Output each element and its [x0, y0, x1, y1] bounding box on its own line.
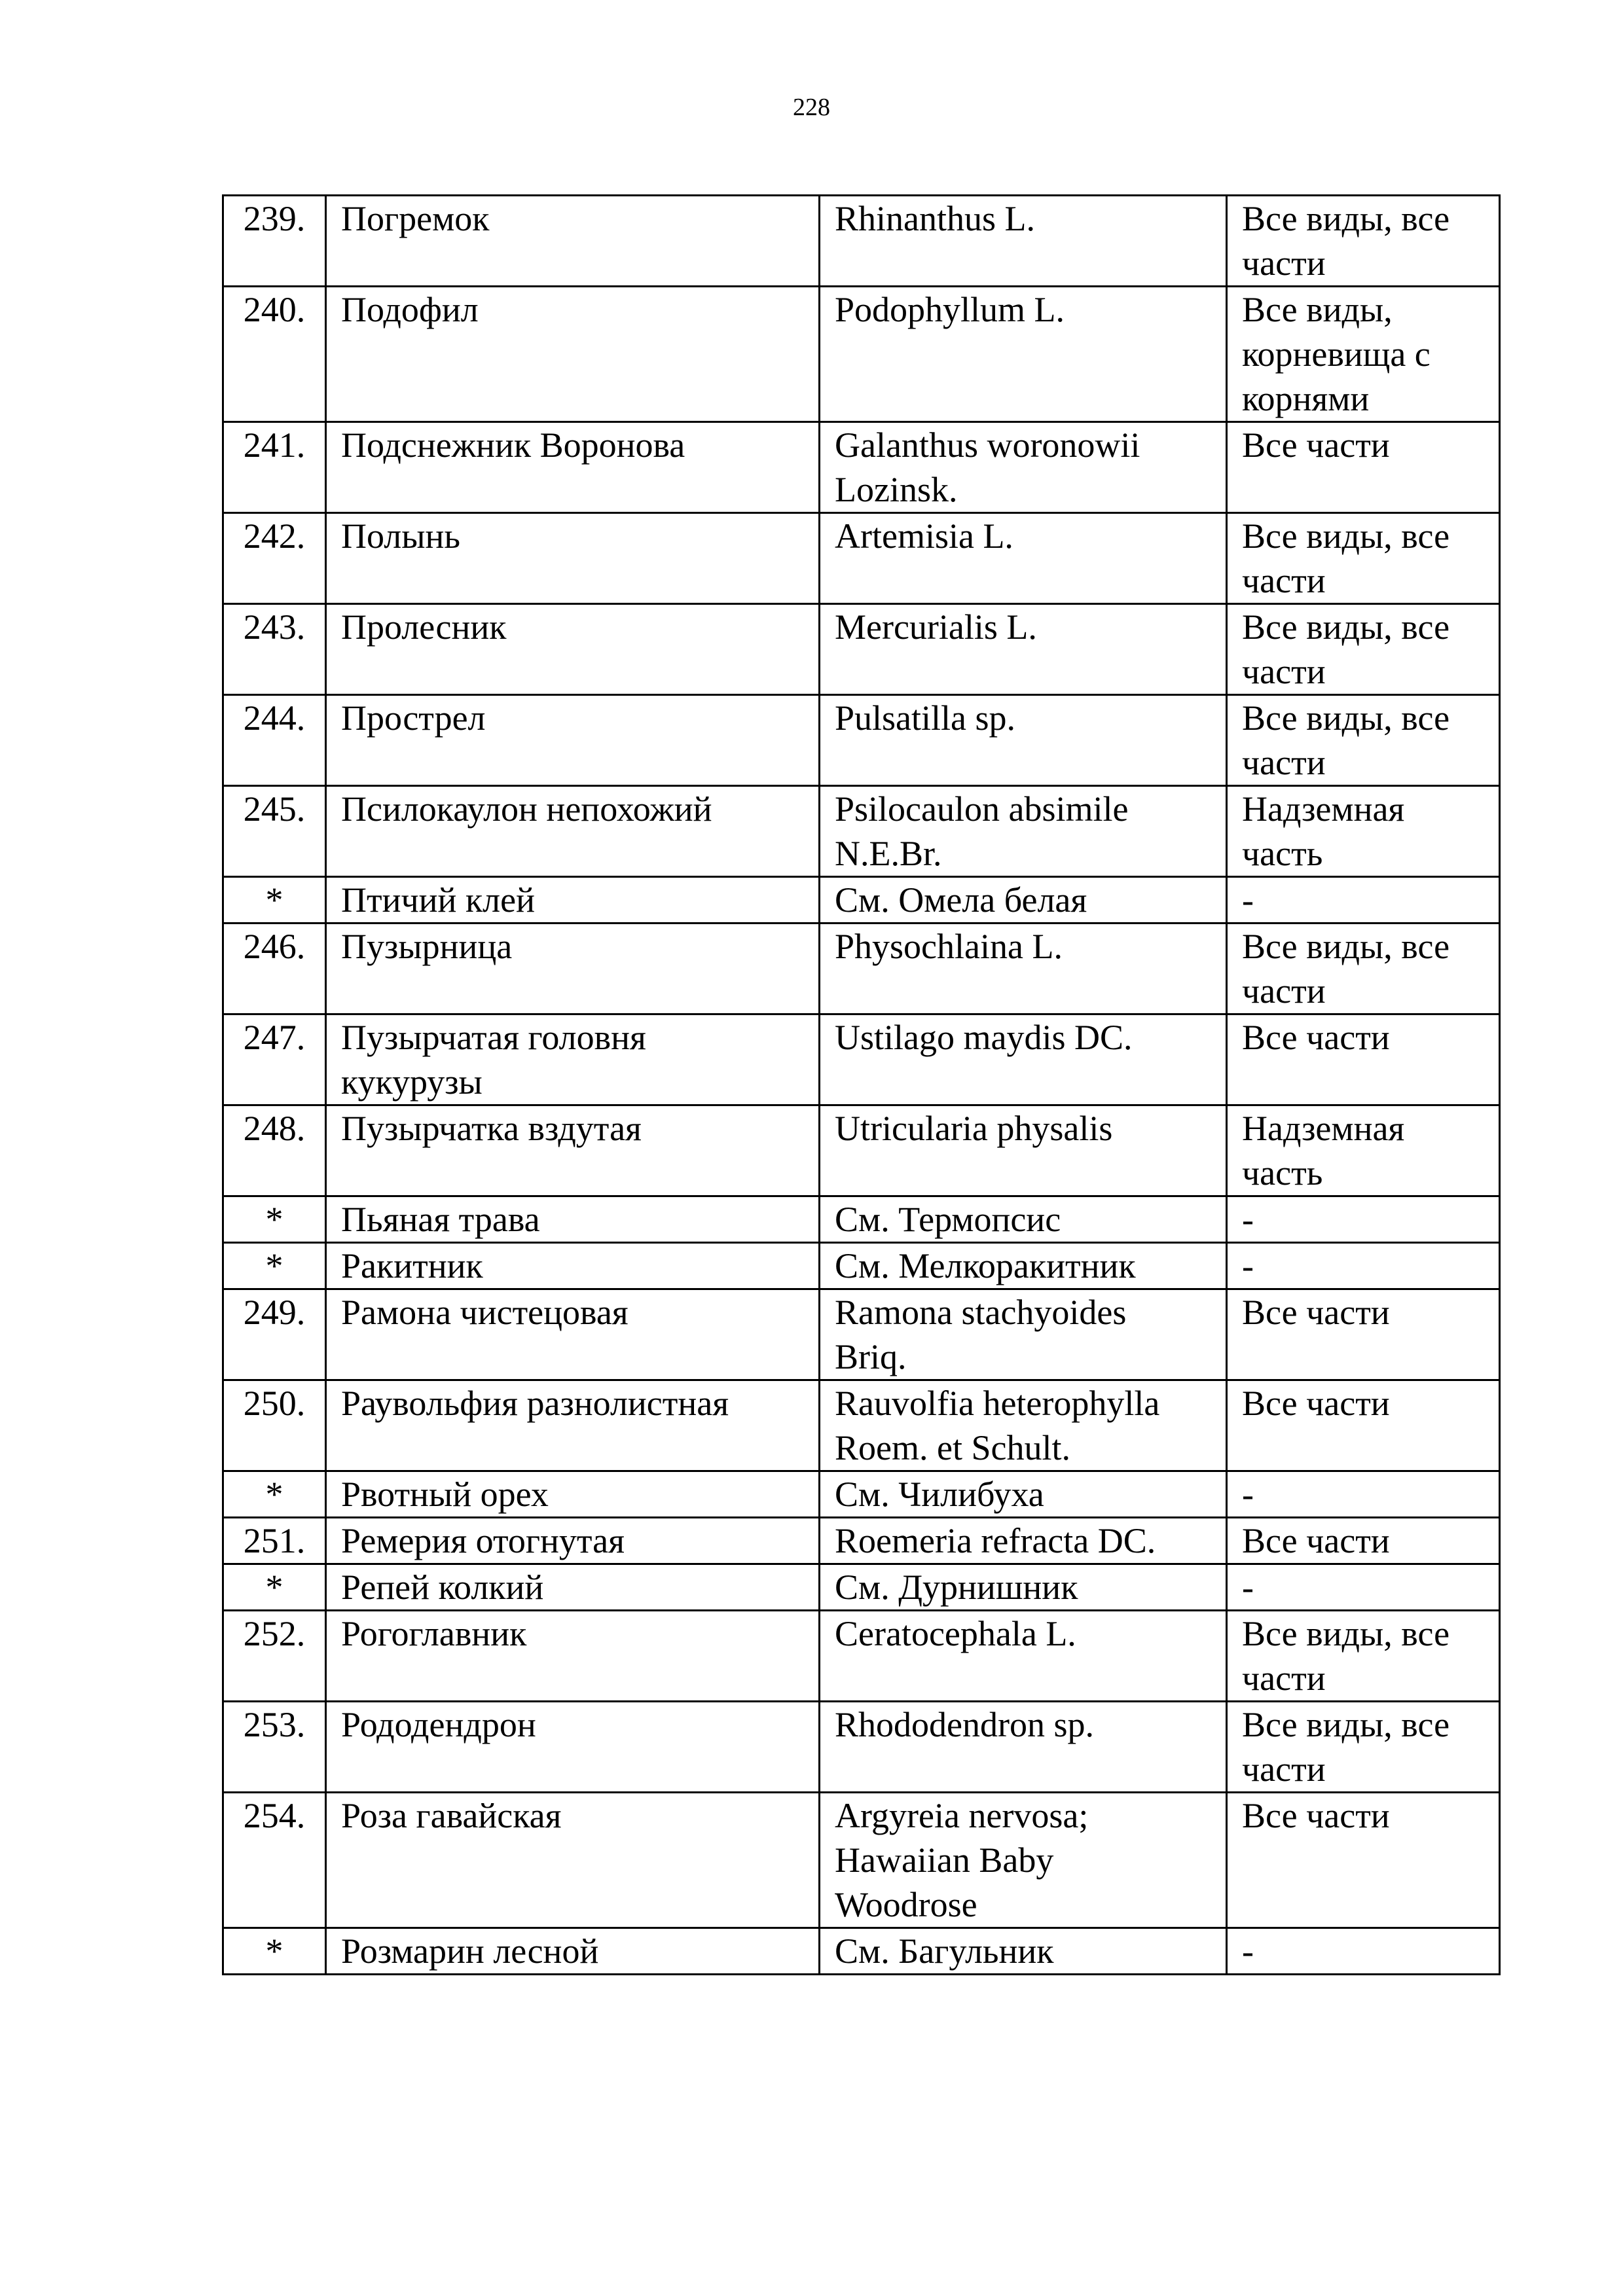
- toxic-parts-cell: Все виды, корневища с корнями: [1227, 287, 1500, 422]
- latin-name-cell: Roemeria refracta DC.: [820, 1518, 1227, 1564]
- row-number-cell: 242.: [223, 513, 326, 604]
- row-number-cell: 240.: [223, 287, 326, 422]
- toxic-parts-cell: Все части: [1227, 1380, 1500, 1471]
- toxic-parts-cell: Надземная часть: [1227, 786, 1500, 877]
- toxic-parts-cell: Все виды, все части: [1227, 1611, 1500, 1702]
- row-number-cell: 251.: [223, 1518, 326, 1564]
- table-row: [223, 1928, 1500, 1975]
- latin-name-cell: См. Термопсис: [820, 1196, 1227, 1243]
- row-number-cell: *: [223, 1471, 326, 1518]
- table-row: [223, 422, 1500, 513]
- row-number-cell: 241.: [223, 422, 326, 513]
- latin-name-cell: Physochlaina L.: [820, 924, 1227, 1014]
- row-number-cell: *: [223, 1196, 326, 1243]
- table-row: [223, 695, 1500, 786]
- latin-name-cell: Utricularia physalis: [820, 1105, 1227, 1196]
- latin-name-cell: Mercurialis L.: [820, 604, 1227, 695]
- table-row: [223, 1611, 1500, 1702]
- toxic-parts-cell: Все виды, все части: [1227, 604, 1500, 695]
- toxic-parts-cell: -: [1227, 1471, 1500, 1518]
- latin-name-cell: Rhinanthus L.: [820, 196, 1227, 287]
- toxic-parts-cell: Все виды, все части: [1227, 196, 1500, 287]
- toxic-parts-cell: Все виды, все части: [1227, 513, 1500, 604]
- table-row: [223, 1380, 1500, 1471]
- toxic-parts-cell: Все части: [1227, 1014, 1500, 1105]
- table-row: [223, 1702, 1500, 1793]
- row-number-cell: *: [223, 1243, 326, 1289]
- toxic-parts-cell: -: [1227, 1196, 1500, 1243]
- table-row: [223, 1014, 1500, 1105]
- table-row: [223, 1289, 1500, 1380]
- table-row: [223, 513, 1500, 604]
- russian-name-cell: Пузырница: [326, 924, 820, 1014]
- russian-name-cell: Ракитник: [326, 1243, 820, 1289]
- toxic-parts-cell: -: [1227, 1564, 1500, 1611]
- plant-table: [222, 194, 1501, 1975]
- russian-name-cell: Пузырчатая головня кукурузы: [326, 1014, 820, 1105]
- russian-name-cell: Роза гавайская: [326, 1793, 820, 1928]
- russian-name-cell: Пузырчатка вздутая: [326, 1105, 820, 1196]
- latin-name-cell: Rhododendron sp.: [820, 1702, 1227, 1793]
- russian-name-cell: Рододендрон: [326, 1702, 820, 1793]
- row-number-cell: 253.: [223, 1702, 326, 1793]
- russian-name-cell: Рогоглавник: [326, 1611, 820, 1702]
- table-row: [223, 1793, 1500, 1928]
- russian-name-cell: Псилокаулон непохожий: [326, 786, 820, 877]
- toxic-parts-cell: -: [1227, 1243, 1500, 1289]
- latin-name-cell: Ramona stachyoides Briq.: [820, 1289, 1227, 1380]
- latin-name-cell: Ustilago maydis DC.: [820, 1014, 1227, 1105]
- russian-name-cell: Прострел: [326, 695, 820, 786]
- row-number-cell: 249.: [223, 1289, 326, 1380]
- toxic-parts-cell: Все виды, все части: [1227, 695, 1500, 786]
- russian-name-cell: Раувольфия разнолистная: [326, 1380, 820, 1471]
- russian-name-cell: Погремок: [326, 196, 820, 287]
- toxic-parts-cell: -: [1227, 877, 1500, 924]
- toxic-parts-cell: Все виды, все части: [1227, 1702, 1500, 1793]
- row-number-cell: 246.: [223, 924, 326, 1014]
- russian-name-cell: Репей колкий: [326, 1564, 820, 1611]
- table-row: [223, 1105, 1500, 1196]
- row-number-cell: 244.: [223, 695, 326, 786]
- table-row: [223, 877, 1500, 924]
- russian-name-cell: Полынь: [326, 513, 820, 604]
- table-row: [223, 287, 1500, 422]
- toxic-parts-cell: Все виды, все части: [1227, 924, 1500, 1014]
- toxic-parts-cell: Надземная часть: [1227, 1105, 1500, 1196]
- row-number-cell: *: [223, 1564, 326, 1611]
- row-number-cell: 247.: [223, 1014, 326, 1105]
- table-row: [223, 196, 1500, 287]
- row-number-cell: 243.: [223, 604, 326, 695]
- latin-name-cell: См. Мелкоракитник: [820, 1243, 1227, 1289]
- row-number-cell: 252.: [223, 1611, 326, 1702]
- russian-name-cell: Рамона чистецовая: [326, 1289, 820, 1380]
- latin-name-cell: См. Багульник: [820, 1928, 1227, 1975]
- row-number-cell: *: [223, 1928, 326, 1975]
- toxic-parts-cell: Все части: [1227, 1793, 1500, 1928]
- latin-name-cell: Galanthus woronowii Lozinsk.: [820, 422, 1227, 513]
- russian-name-cell: Пьяная трава: [326, 1196, 820, 1243]
- latin-name-cell: Artemisia L.: [820, 513, 1227, 604]
- russian-name-cell: Подофил: [326, 287, 820, 422]
- table-row: [223, 1471, 1500, 1518]
- table-row: [223, 1196, 1500, 1243]
- table-row: [223, 786, 1500, 877]
- toxic-parts-cell: Все части: [1227, 422, 1500, 513]
- latin-name-cell: См. Чилибуха: [820, 1471, 1227, 1518]
- latin-name-cell: Argyreia nervosa; Hawaiian Baby Woodrose: [820, 1793, 1227, 1928]
- latin-name-cell: Psilocaulon absimile N.E.Br.: [820, 786, 1227, 877]
- toxic-parts-cell: -: [1227, 1928, 1500, 1975]
- toxic-parts-cell: Все части: [1227, 1518, 1500, 1564]
- latin-name-cell: См. Дурнишник: [820, 1564, 1227, 1611]
- table-row: [223, 1564, 1500, 1611]
- row-number-cell: 248.: [223, 1105, 326, 1196]
- latin-name-cell: См. Омела белая: [820, 877, 1227, 924]
- table-row: [223, 1518, 1500, 1564]
- page-number: 228: [793, 94, 830, 121]
- row-number-cell: 245.: [223, 786, 326, 877]
- latin-name-cell: Podophyllum L.: [820, 287, 1227, 422]
- russian-name-cell: Птичий клей: [326, 877, 820, 924]
- table-body: [223, 196, 1500, 1975]
- table-row: [223, 1243, 1500, 1289]
- row-number-cell: *: [223, 877, 326, 924]
- russian-name-cell: Розмарин лесной: [326, 1928, 820, 1975]
- russian-name-cell: Подснежник Воронова: [326, 422, 820, 513]
- toxic-parts-cell: Все части: [1227, 1289, 1500, 1380]
- latin-name-cell: Rauvolfia heterophylla Roem. et Schult.: [820, 1380, 1227, 1471]
- row-number-cell: 250.: [223, 1380, 326, 1471]
- russian-name-cell: Пролесник: [326, 604, 820, 695]
- latin-name-cell: Pulsatilla sp.: [820, 695, 1227, 786]
- table-row: [223, 924, 1500, 1014]
- russian-name-cell: Ремерия отогнутая: [326, 1518, 820, 1564]
- table-row: [223, 604, 1500, 695]
- russian-name-cell: Рвотный орех: [326, 1471, 820, 1518]
- row-number-cell: 254.: [223, 1793, 326, 1928]
- latin-name-cell: Ceratocephala L.: [820, 1611, 1227, 1702]
- row-number-cell: 239.: [223, 196, 326, 287]
